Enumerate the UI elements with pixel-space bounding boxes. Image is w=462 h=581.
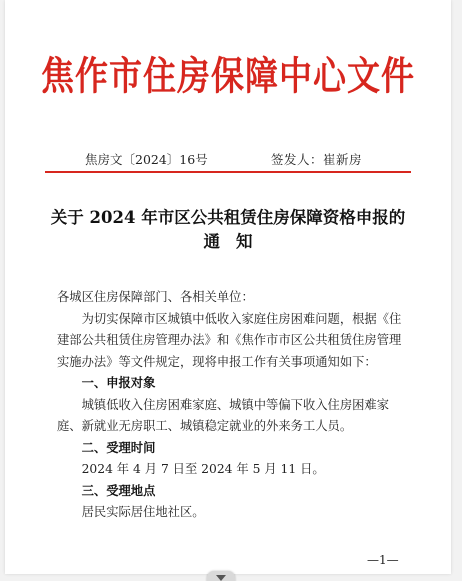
document-page (5, 0, 451, 574)
document-body (57, 287, 407, 524)
notice-title-line1: 关于 2024 年市区公共租赁住房保障资格申报的 (50, 208, 406, 227)
page-number: —1— (367, 553, 399, 567)
section-content-applicants: 城镇低收入住房困难家庭、城镇中等偏下收入住房困难家庭、新就业无房职工、城镇稳定就业的外来务工人员。 (57, 397, 390, 433)
notice-title (5, 206, 451, 254)
salutation: 各城区住房保障部门、各相关单位： (57, 290, 254, 304)
document-header-title: 焦作市住房保障中心文件 (41, 53, 415, 100)
document-signer: 签发人：崔新房 (271, 152, 363, 167)
intro-paragraph: 为切实保障市区城镇中低收入家庭住房困难问题，根据《住建部公共租赁住房管理办法》和《焦作市市区公共租赁住房管理实施办法》等文件规定，现将申报工作有关事项通知如下： (57, 311, 402, 369)
section-content-time: 2024 年 4 月 7 日至 2024 年 5 月 11 日。 (81, 462, 325, 476)
chevron-down-icon (216, 575, 226, 581)
header-divider (45, 171, 411, 173)
section-heading-time: 二、受理时间 (81, 440, 156, 455)
section-heading-location: 三、受理地点 (81, 483, 156, 498)
notice-title-line2: 通知 (203, 232, 269, 251)
scroll-down-button[interactable] (207, 571, 235, 581)
document-number: 焦房文〔2024〕16号 (85, 152, 208, 167)
section-heading-applicants: 一、申报对象 (81, 376, 156, 390)
section-content-location: 居民实际居住地社区。 (81, 505, 205, 519)
